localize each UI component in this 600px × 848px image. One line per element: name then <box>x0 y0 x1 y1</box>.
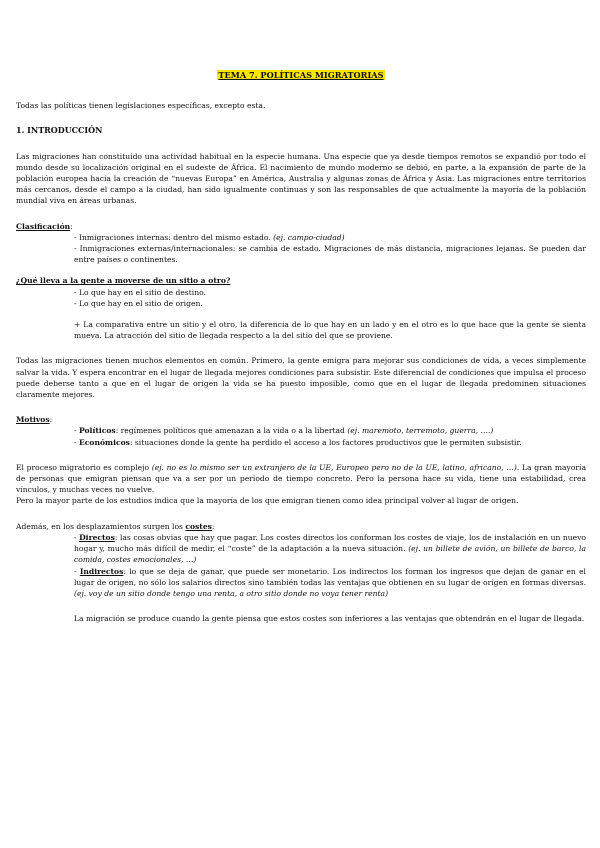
question-item: - Lo que hay en el sitio de destino. <box>74 287 206 297</box>
costes-conclusion: La migración se produce cuando la gente piensa que estos costes son inferiores a las ventajas que obtendrán en el lugar de llegada. <box>74 614 585 624</box>
clasificacion-item-text: - Inmigraciones externas/internacionales: se cambia de estado. Migraciones de más distancia, migraciones lejanas. Se pueden dar entre países o continentes. <box>74 244 586 265</box>
costes-indirectos-text: : lo que se deja de ganar, que puede ser monetario. Los indirectos los forman los ingresos que dejan de ganar en el lugar de origen, no sólo los salarios directos sino también todas las ventajas que obtienen en su lugar de origen en formas diversas. <box>74 566 586 587</box>
title-text: TEMA 7. POLÍTICAS MIGRATORIAS <box>218 70 384 80</box>
costes-indirectos-example: (ej. voy de un sitio donde tengo una renta, a otro sitio donde no voya tener renta) <box>74 588 389 598</box>
paragraph-migraciones: Las migraciones han constituido una actividad habitual en la especie humana. Una especie que ya desde tiempos remotos se expandió por todo el mundo desde su localización original en el sudeste de África. El nacimiento de mundo moderno se debió, en parte, a la expansión de parte de la población europea hacia la creación de “nuevas Europa” en América, Australia y algunas zonas de África y Asia. Las migraciones entre territorios más cercanos, desde el campo a la ciudad, han sido igualmente continuas y son las responsables de que actualmente la mayoría de la población mundial viva en áreas urbanas. <box>16 151 586 206</box>
question-heading: ¿Qué lleva a la gente a moverse de un sitio a otro? <box>16 276 231 286</box>
costes-directos: - Directos: las cosas obvias que hay que pagar. Los costes directos los conforman los costes de viaje, los de instalación en un nuevo hogar y, mucho más difícil de medir, el “coste” de la adaptación a la nueva situación. (ej. un billete de avión, un billete de barco, la comida, costes emocionales, …) <box>74 532 587 565</box>
clasificacion-label: Clasificación <box>16 221 71 231</box>
paragraph-elementos-comunes: Todas las migraciones tienen muchos elementos en común. Primero, la gente emigra para mejorar sus condiciones de vida, a veces simplemente salvar la vida. Y espera encontrar en el lugar de llegada mejores condiciones para subsistir. Este diferencial de condiciones que impulsa el proceso puede deberse tanto a que en el lugar de origen la vida se ha puesto imposible, como que en el lugar de llegada predominen situaciones claramente mejores. <box>16 356 586 400</box>
costes-intro-term: costes <box>185 521 212 531</box>
document-title <box>16 70 586 81</box>
motivos-item-term: Económicos <box>78 437 130 447</box>
motivos-item-example: (ej. maremoto, terremoto, guerra, ….) <box>347 426 494 436</box>
paragraph-retorno: Pero la mayor parte de los estudios indica que la mayoría de los que emigran tienen como idea principal volver al lugar de origen. <box>16 496 519 506</box>
costes-directos-text: : las cosas obvias que hay que pagar. Los costes directos los conforman los costes de viaje, los de instalación en un nuevo hogar y, mucho más difícil de medir, el “coste” de la adaptación a la nueva situación. <box>74 532 587 554</box>
costes-intro <box>16 521 586 532</box>
costes-intro-start: Además, en los desplazamientos surgen los <box>16 521 186 531</box>
costes-intro-end: : <box>211 521 215 531</box>
proceso-example: (ej. no es lo mismo ser un extranjero de la UE, Europeo pero no de la UE, latino, africano, …) <box>151 462 517 472</box>
motivos-label: Motivos <box>16 415 50 425</box>
clasificacion-heading: Clasificación: <box>16 221 73 231</box>
proceso-text-end: . La gran mayoría de personas que emigran piensan que va a ser por un periodo de tiempo concreto. Pero la persona hace su vida, tiene una estabilidad, crea vínculos, y muchas veces no vuelve. <box>16 462 587 495</box>
motivos-heading: Motivos: <box>16 415 53 425</box>
motivos-item-text: : regímenes políticos que amenazan a la vida o a la libertad <box>115 426 348 436</box>
question-note: + La comparativa entre un sitio y el otro, la diferencia de lo que hay en un lado y en el otro es lo que hace que la gente se sienta mueva. La atracción del sitio de llegada respecto a la del sitio del que se proviene. <box>74 320 586 341</box>
intro-note: Todas las políticas tienen legislaciones específicas, excepto esta. <box>16 101 266 111</box>
costes-directos-example: (ej. un billete de avión, un billete de barco, la comida, costes emocionales, …) <box>74 544 586 565</box>
costes-directos-term: Directos <box>79 532 115 542</box>
clasificacion-item-example: (ej. campo-ciudad) <box>273 232 345 242</box>
clasificacion-item-text: - Inmigraciones internas: dentro del mismo estado. <box>74 232 274 242</box>
costes-indirectos: - Indirectos: lo que se deja de ganar, que puede ser monetario. Los indirectos los forman los ingresos que dejan de ganar en el lugar de origen, no sólo los salarios directos sino también todas las ventajas que obtienen en su lugar de origen en formas diversas. (ej. voy de un sitio donde tengo una renta, a otro sitio donde no voya tener renta) <box>74 566 586 598</box>
section-heading: 1. INTRODUCCIÓN <box>16 125 103 136</box>
motivos-item: - Políticos: regímenes políticos que amenazan a la vida o a la libertad (ej. maremoto, terremoto, guerra, ….) <box>74 426 494 436</box>
motivos-item-term: Políticos <box>78 426 116 436</box>
costes-indirectos-term: Indirectos <box>79 566 124 576</box>
paragraph-proceso <box>16 462 586 496</box>
motivos-item: - Económicos: situaciones donde la gente ha perdido el acceso a los factores productivos que le permiten subsistir. <box>74 437 522 447</box>
motivos-item-text: : situaciones donde la gente ha perdido el acceso a los factores productivos que le permiten subsistir. <box>129 437 522 447</box>
proceso-text-start: El proceso migratorio es complejo <box>16 462 152 472</box>
clasificacion-item <box>16 232 586 243</box>
clasificacion-item <box>16 243 586 265</box>
question-item: - Lo que hay en el sitio de origen. <box>74 298 203 308</box>
